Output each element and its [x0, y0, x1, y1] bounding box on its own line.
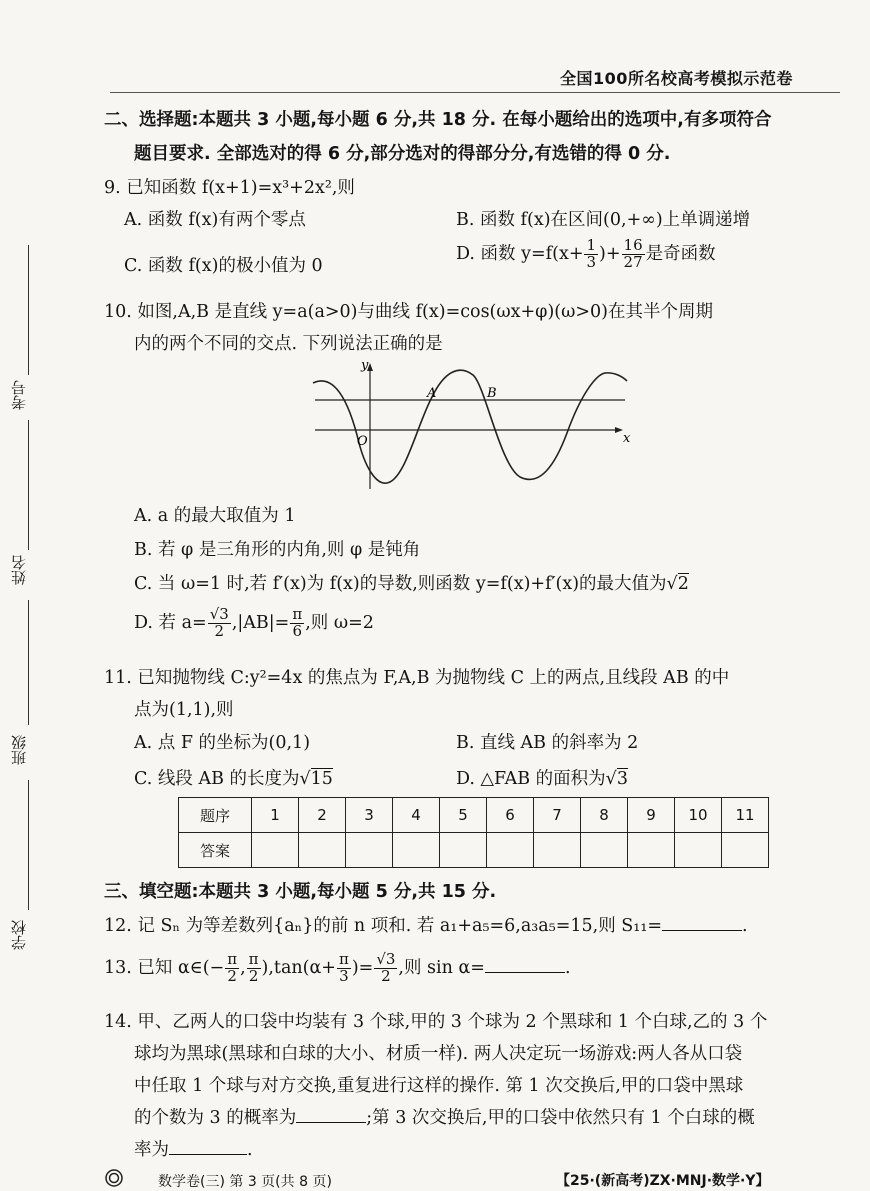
q14-answer-blank-1[interactable]	[296, 1106, 366, 1123]
q14-line4-prefix: 的个数为 3 的概率为	[134, 1108, 297, 1128]
answer-cell[interactable]	[628, 833, 675, 868]
side-label-exam-number: 考号	[10, 380, 28, 410]
q10-option-d-fraction-2: $\frac{\pi}{6}$	[292, 605, 303, 640]
side-line-school	[28, 780, 29, 910]
answer-table-number-cell: 2	[299, 798, 346, 833]
q11-option-d-prefix: D. △FAB 的面积为√	[456, 769, 617, 789]
q10-graph-label-origin: O	[357, 434, 368, 449]
answer-cell[interactable]	[487, 833, 534, 868]
q10-graph-x-arrow	[615, 427, 623, 433]
side-line-name	[28, 420, 29, 550]
answer-table	[178, 797, 769, 868]
side-line-exam-number	[28, 245, 29, 375]
q13-comma: ,	[240, 957, 246, 978]
answer-table-number-cell: 7	[534, 798, 581, 833]
q14-line3: 中任取 1 个球与对方交换,重复进行这样的操作. 第 1 次交换后,甲的口袋中黑球	[134, 1076, 744, 1096]
answer-table-number-cell: 8	[581, 798, 628, 833]
q13-fraction-4: $\frac{√3}{2}$	[376, 950, 396, 985]
side-label-name: 姓名	[10, 555, 28, 585]
q10-graph-label-a: A	[427, 386, 437, 401]
q12-line	[104, 912, 748, 937]
q9-stem-function: f(x+1)=x³+2x²,则	[201, 178, 355, 198]
q13-mid: ),tan(α+	[261, 957, 336, 978]
q9-option-c: C. 函数 f(x)的极小值为 0	[124, 256, 323, 276]
q10-option-d	[134, 607, 374, 640]
q11-line2: 点为(1,1),则	[134, 700, 234, 720]
q14-line4	[134, 1104, 755, 1129]
q12-text: 12. 记 Sₙ 为等差数列{aₙ}的前 n 项和. 若 a₁+a₅=6,a₃a₅=15,则 S₁₁=	[104, 916, 662, 936]
q14-line4-suffix: ;第 3 次交换后,甲的口袋中依然只有 1 个白球的概	[366, 1108, 755, 1128]
answer-cell[interactable]	[346, 833, 393, 868]
q10-option-c-radicand: 2	[677, 574, 689, 594]
q14-line5-end: .	[247, 1140, 253, 1160]
answer-table-header-number: 题序	[179, 798, 252, 833]
q9-stem	[104, 174, 355, 199]
side-label-school: 学校	[10, 920, 28, 950]
q13-fraction-1: $\frac{\pi}{2}$	[227, 950, 238, 985]
answer-table-number-cell: 9	[628, 798, 675, 833]
q10-graph-cosine-curve	[313, 370, 627, 483]
q10-line1: 10. 如图,A,B 是直线 y=a(a>0)与曲线 f(x)=cos(ωx+φ)(ω>0)在其半个周期	[104, 302, 713, 322]
q13-prefix: 13. 已知 α∈(−	[104, 957, 225, 978]
q14-line2: 球均为黑球(黑球和白球的大小、材质一样). 两人决定玩一场游戏:两人各从口袋	[134, 1044, 743, 1064]
q9-option-d-mid: )+	[599, 243, 621, 264]
answer-table-row-answers	[179, 833, 769, 868]
answer-cell[interactable]	[252, 833, 299, 868]
q10-graph	[305, 355, 640, 495]
header-title: 全国100所名校高考模拟示范卷	[560, 69, 793, 88]
q10-option-b: B. 若 φ 是三角形的内角,则 φ 是钝角	[134, 540, 421, 560]
q9-option-d-fraction-1: $\frac{1}{3}$	[586, 236, 597, 271]
answer-cell[interactable]	[581, 833, 628, 868]
q10-graph-label-y: y	[361, 358, 369, 373]
answer-cell[interactable]	[393, 833, 440, 868]
answer-table-number-cell: 11	[722, 798, 769, 833]
q11-option-d	[456, 765, 628, 790]
answer-cell[interactable]	[440, 833, 487, 868]
q13-equals: )=	[351, 957, 374, 978]
header-divider	[110, 92, 840, 93]
q9-option-d-prefix: D. 函数 y=f(x+	[456, 243, 584, 264]
section3-title: 三、填空题:本题共 3 小题,每小题 5 分,共 15 分.	[104, 882, 497, 902]
q10-option-c-prefix: C. 当 ω=1 时,若 f′(x)为 f(x)的导数,则函数 y=f(x)+f′(x)的最大值为√	[134, 574, 678, 594]
footer-code: 【25·(新高考)ZX·MNJ·数学·Y】	[556, 1173, 770, 1189]
answer-cell[interactable]	[675, 833, 722, 868]
q10-option-d-fraction-1: $\frac{√3}{2}$	[209, 605, 229, 640]
answer-table-row-numbers	[179, 798, 769, 833]
answer-table-number-cell: 10	[675, 798, 722, 833]
q12-end: .	[742, 916, 748, 936]
section2-line2: 题目要求. 全部选对的得 6 分,部分选对的得部分分,有选错的得 0 分.	[134, 144, 671, 164]
section2-line1: 二、选择题:本题共 3 小题,每小题 6 分,共 18 分. 在每小题给出的选项中,有多项符合	[104, 110, 772, 130]
q9-option-d	[456, 238, 716, 271]
q13-answer-blank[interactable]	[485, 956, 565, 973]
answer-table-number-cell: 3	[346, 798, 393, 833]
q11-option-c	[134, 765, 333, 790]
answer-cell[interactable]	[299, 833, 346, 868]
q11-option-d-radicand: 3	[616, 769, 628, 789]
q9-option-a: A. 函数 f(x)有两个零点	[124, 210, 306, 230]
q10-option-d-suffix: ,则 ω=2	[305, 612, 374, 633]
q13-line	[104, 952, 571, 985]
q14-line1: 14. 甲、乙两人的口袋中均装有 3 个球,甲的 3 个球为 2 个黑球和 1 个白球,乙的 3 个	[104, 1012, 768, 1032]
q10-option-c	[134, 570, 689, 595]
q12-answer-blank[interactable]	[662, 914, 742, 931]
q14-line5-prefix: 率为	[134, 1140, 169, 1160]
q11-option-b: B. 直线 AB 的斜率为 2	[456, 733, 639, 753]
q10-option-d-mid: ,|AB|=	[231, 612, 290, 633]
q9-option-d-fraction-2: $\frac{16}{27}$	[623, 236, 643, 271]
q11-line1: 11. 已知抛物线 C:y²=4x 的焦点为 F,A,B 为抛物线 C 上的两点,且线段 AB 的中	[104, 668, 730, 688]
q14-answer-blank-2[interactable]	[169, 1138, 247, 1155]
q13-suffix: ,则 sin α=	[398, 957, 485, 978]
q10-line2: 内的两个不同的交点. 下列说法正确的是	[134, 334, 443, 354]
answer-table-header-answer: 答案	[179, 833, 252, 868]
q10-graph-label-b: B	[487, 386, 497, 401]
q10-option-d-prefix: D. 若 a=	[134, 612, 207, 633]
answer-table-number-cell: 6	[487, 798, 534, 833]
q13-fraction-3: $\frac{\pi}{3}$	[338, 950, 349, 985]
side-label-class: 班级	[10, 735, 28, 765]
q10-graph-label-x: x	[623, 431, 631, 446]
q13-fraction-2: $\frac{\pi}{2}$	[248, 950, 259, 985]
answer-table-number-cell: 4	[393, 798, 440, 833]
answer-cell[interactable]	[722, 833, 769, 868]
q9-option-b: B. 函数 f(x)在区间(0,+∞)上单调递增	[456, 210, 751, 230]
footer-logo-icon	[104, 1168, 124, 1188]
q9-stem-prefix: 9. 已知函数	[104, 178, 202, 198]
q11-option-c-radicand: 15	[310, 769, 333, 789]
q10-option-a: A. a 的最大取值为 1	[134, 506, 296, 526]
q13-end: .	[564, 957, 571, 978]
answer-cell[interactable]	[534, 833, 581, 868]
q14-line5	[134, 1136, 253, 1161]
q11-option-a: A. 点 F 的坐标为(0,1)	[134, 733, 311, 753]
answer-table-number-cell: 1	[252, 798, 299, 833]
q9-option-d-suffix: 是奇函数	[645, 243, 716, 264]
side-line-class	[28, 600, 29, 725]
footer-page-info: 数学卷(三) 第 3 页(共 8 页)	[158, 1174, 332, 1190]
q11-option-c-prefix: C. 线段 AB 的长度为√	[134, 769, 311, 789]
answer-table-number-cell: 5	[440, 798, 487, 833]
